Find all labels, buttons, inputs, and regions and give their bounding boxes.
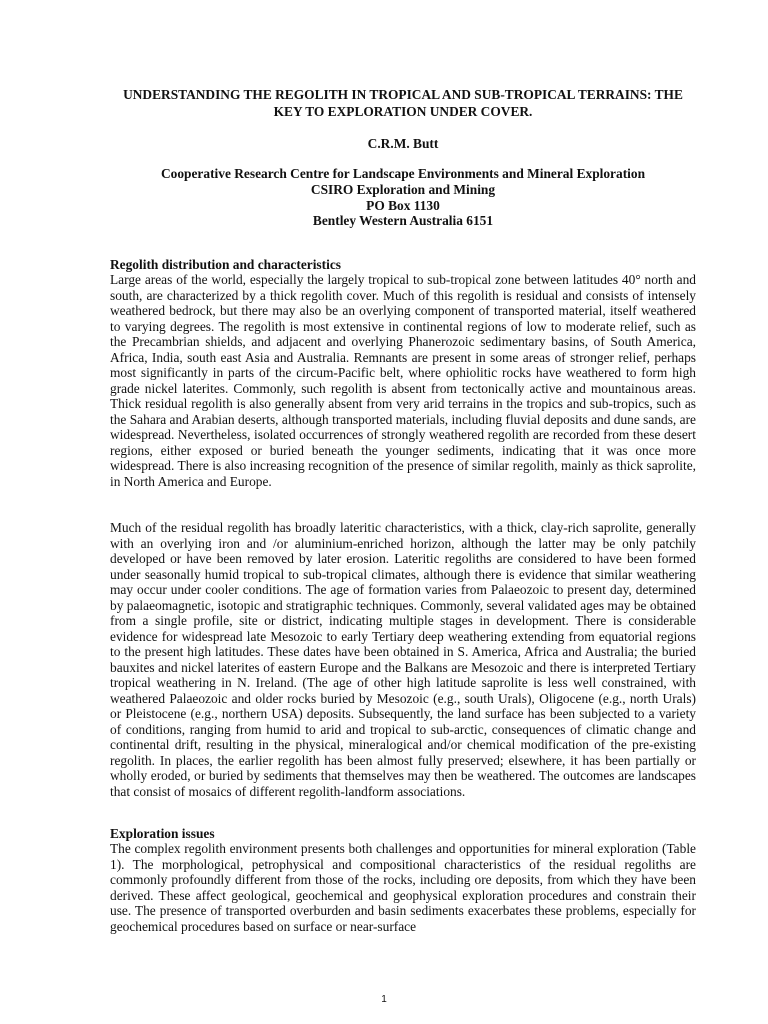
- paper-title: UNDERSTANDING THE REGOLITH IN TROPICAL AND SUB-TROPICAL TERRAINS: THE KEY TO EXPLORATION UNDER COVER.: [123, 87, 683, 119]
- section-heading: Exploration issues: [110, 826, 215, 841]
- affiliation-line: CSIRO Exploration and Mining: [310, 181, 496, 197]
- body-paragraph: The complex regolith environment presents both challenges and opportunities for mineral exploration (Table 1). The morphological, petrophysical and compositional characteristics of the residual regoliths are commonly profoundly different from those of the rocks, including ore deposits, from which they have been derived. These affect geological, geochemical and geophysical exploration procedures and constrain their use. The presence of transported overburden and basin sediments exacerbates these problems, especially for geochemical procedures based on surface or near-surface: [110, 841, 696, 934]
- affiliation-line: Bentley Western Australia 6151: [312, 213, 494, 229]
- page-number: 1: [381, 994, 387, 1005]
- affiliation-line: PO Box 1130: [366, 197, 440, 213]
- author-name: C.R.M. Butt: [367, 136, 439, 151]
- affiliation-block: [110, 166, 696, 229]
- body-paragraph: Large areas of the world, especially the largely tropical to sub-tropical zone between latitudes 40° north and south, are characterized by a thick regolith cover. Much of this regolith is residual and consists of intensely weathered bedrock, but there may also be an overlying component of transported material, itself weathered to varying degrees. The regolith is most extensive in continental regions of low to moderate relief, such as the Precambrian shields, and adjacent and overlying Phanerozoic sedimentary basins, of South America, Africa, India, south east Asia and Australia. Remnants are present in some areas of stronger relief, perhaps most significantly in parts of the circum-Pacific belt, where ophiolitic rocks have weathered to form high grade nickel laterites. Commonly, such regolith is absent from tectonically active and mountainous areas. Thick residual regolith is also generally absent from very arid terrains in the tropics and sub-tropics, such as the Sahara and Arabian deserts, although transported materials, including fluvial deposits and dune sands, are widespread. Nevertheless, isolated occurrences of strongly weathered regolith are recorded from these desert regions, either exposed or buried beneath the younger sediments, indicating that it was once more widespread. There is also increasing recognition of the presence of similar regolith, mainly as thick saprolite, in North America and Europe.: [110, 272, 696, 489]
- affiliation-line: Cooperative Research Centre for Landscape Environments and Mineral Exploration: [160, 166, 646, 181]
- body-paragraph: Much of the residual regolith has broadly lateritic characteristics, with a thick, clay-rich saprolite, generally with an overlying iron and /or aluminium-enriched horizon, although the latter may be only patchily developed or have been removed by later erosion. Lateritic regoliths are considered to have been formed under seasonally humid tropical to sub-tropical climates, although there is evidence that similar weathering may occur under cooler conditions. The age of formation varies from Palaeozoic to present day, determined by palaeomagnetic, isotopic and stratigraphic techniques. Commonly, several validated ages may be obtained from a single profile, site or district, indicating multiple stages in development. There is considerable evidence for widespread late Mesozoic to early Tertiary deep weathering extending from equatorial regions to the present high latitudes. These dates have been obtained in S. America, Africa and Australia; the buried bauxites and nickel laterites of eastern Europe and the Balkans are Mesozoic and there is interpreted Tertiary tropical weathering in N. Ireland. (The age of other high latitude saprolite is less well constrained, with weathered Palaeozoic and older rocks buried by Mesozoic (e.g., south Urals), Oligocene (e.g., north Urals) or Pleistocene (e.g., northern USA) deposits. Subsequently, the land surface has been subjected to a variety of conditions, ranging from humid to arid and tropical to sub-arctic, consequences of climatic change and continental drift, resulting in the physical, mineralogical and/or chemical modification of the pre-existing regolith. In places, the earlier regolith has been almost fully preserved; elsewhere, it has been partially or wholly eroded, or buried by sediments that themselves may then be weathered. The outcomes are landscapes that consist of mosaics of different regolith-landform associations.: [110, 520, 696, 799]
- section-heading: Regolith distribution and characteristics: [110, 257, 341, 272]
